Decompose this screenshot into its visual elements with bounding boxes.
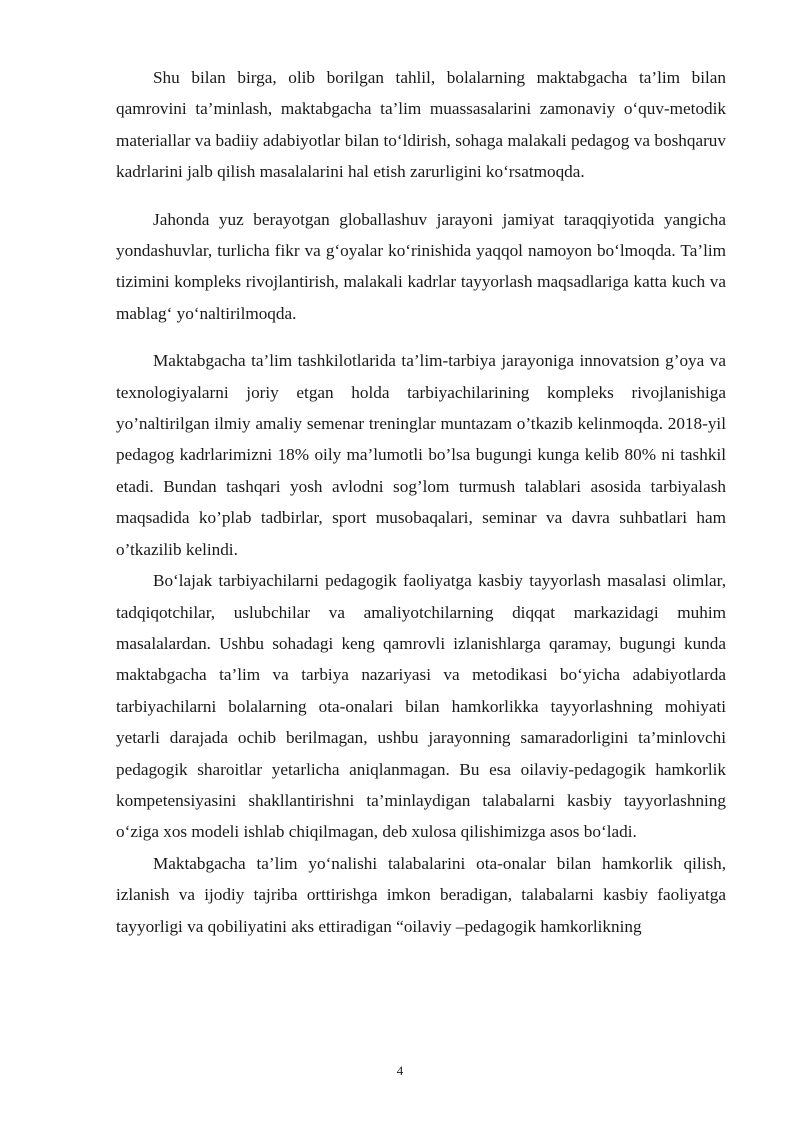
- paragraph-3: Maktabgacha ta’lim tashkilotlarida ta’lim-tarbiya jarayoniga innovatsion g’oya va texnologiyalarni joriy etgan holda tarbiyachilarining kompleks rivojlanishiga yo’naltirilgan ilmiy amaliy semenar treninglar muntazam o’tkazib kelinmoqda. 2018-yil pedagog kadrlarimizni 18% oily ma’lumotli bo’lsa bugungi kunga kelib 80% ni tashkil etadi. Bundan tashqari yosh avlodni sog’lom turmush talablari asosida tarbiyalash maqsadida ko’plab tadbirlar, sport musobaqalari, seminar va davra suhbatlari ham o’tkazilib kelindi.: [116, 351, 726, 559]
- paragraph-1: Shu bilan birga, olib borilgan tahlil, bolalarning maktabgacha ta’lim bilan qamrovini ta’minlash, maktabgacha ta’lim muassasalarini zamonaviy o‘quv-metodik materiallar va badiiy adabiyotlar bilan to‘ldirish, sohaga malakali pedagog va boshqaruv kadrlarini jalb qilish masalalarini hal etish zarurligini ko‘rsatmoqda.: [116, 68, 726, 182]
- paragraph-2: Jahonda yuz berayotgan globallashuv jarayoni jamiyat taraqqiyotida yangicha yondashuvlar, turlicha fikr va g‘oyalar ko‘rinishida yaqqol namoyon bo‘lmoqda. Ta’lim tizimini kompleks rivojlantirish, malakali kadrlar tayyorlash maqsadlariga katta kuch va mablag‘ yo‘naltirilmoqda.: [116, 209, 726, 323]
- body-text: [116, 62, 726, 942]
- paragraph-4: Bo‘lajak tarbiyachilarni pedagogik faoliyatga kasbiy tayyorlash masalasi olimlar, tadqiqotchilar, uslubchilar va amaliyotchilarning diqqat markazidagi muhim masalalardan. Ushbu sohadagi keng qamrovli izlanishlarga qaramay, bugungi kunda maktabgacha ta’lim va tarbiya nazariyasi va metodikasi bo‘yicha adabiyotlarda tarbiyachilarni bolalarning ota-onalari bilan hamkorlikka tayyorlashning mohiyati yetarli darajada ochib berilmagan, ushbu jarayonning samaradorligini ta’minlovchi pedagogik sharoitlar yetarlicha aniqlanmagan. Bu esa oilaviy-pedagogik hamkorlik kompetensiyasini shakllantirishni ta’minlaydigan talabalarni kasbiy tayyorlashning o‘ziga xos modeli ishlab chiqilmagan, deb xulosa qilishimizga asos bo‘ladi.: [116, 571, 726, 842]
- paragraph-5: Maktabgacha ta’lim yo‘nalishi talabalarini ota-onalar bilan hamkorlik qilish, izlanish va ijodiy tajriba orttirishga imkon beradigan, talabalarni kasbiy faoliyatga tayyorligi va qobiliyatini aks ettiradigan “oilaviy –pedagogik hamkorlikning: [116, 853, 726, 936]
- page-number: 4: [396, 1063, 404, 1078]
